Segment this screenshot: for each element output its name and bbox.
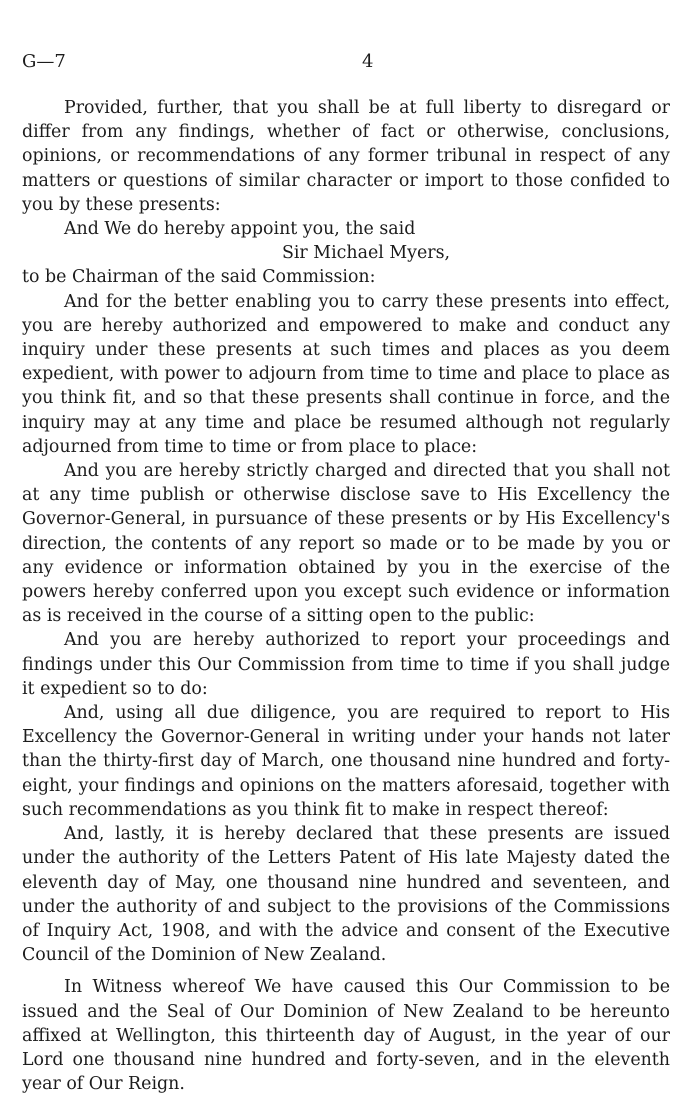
paragraph-appointment: And We do hereby appoint you, the said — [64, 219, 416, 240]
paragraph-authority: And, lastly, it is hereby declared that these presents are issued under the authority of the Letters Patent of His late Majesty dated the eleventh day of May, one thousand nine hundred and seventeen, and under the authority of and subject to the provisions of the Commissions of Inquiry Act, 1908, and with the advice and consent of the Executive Council of the Dominion of New Zealand. — [22, 824, 670, 966]
paragraph-provided-further: Provided, further, that you shall be at full liberty to disregard or differ from any findings, whether of fact or otherwise, conclusions, opinions, or recommendations of any former tribunal in respect of any matters or questions of similar character or import to those confided to you by these presents: — [22, 98, 670, 215]
document-body — [22, 96, 670, 1096]
page-header — [22, 50, 670, 76]
document-reference: G—7 — [22, 51, 66, 72]
page-number: 4 — [362, 51, 374, 72]
paragraph-confidentiality: And you are hereby strictly charged and directed that you shall not at any time publish or otherwise disclose save to His Excellency the Governor-General, in pursuance of these presents or by His Excellency's direction, the contents of any report so made or to be made by you or any evidence or information obtained by you in the exercise of the powers hereby conferred upon you except such evidence or information as is received in the course of a sitting open to the public: — [22, 461, 670, 627]
paragraph-powers: And for the better enabling you to carry these presents into effect, you are hereby authorized and empowered to make and conduct any inquiry under these presents at such times and places as you deem expedient, with power to adjourn from time to time and place to place as you think fit, and so that these presents shall continue in force, and the inquiry may at any time and place be resumed although not regularly adjourned from time to time or from place to place: — [22, 291, 670, 457]
paragraph-interim-reports: And you are hereby authorized to report your proceedings and findings under this Our Commission from time to time if you shall judge it expedient so to do: — [22, 630, 670, 699]
paragraph-in-witness: In Witness whereof We have caused this Our Commission to be issued and the Seal of Our Dominion of New Zealand to be hereunto affixed at Wellington, this thirteenth day of August, in the year of our Lord one thousand nine hundred and forty-seven, and in the eleventh year of Our Reign. — [22, 977, 670, 1095]
paragraph-chairman: to be Chairman of the said Commission: — [22, 267, 376, 288]
appointee-name: Sir Michael Myers, — [281, 243, 451, 264]
paragraph-reporting-deadline: And, using all due diligence, you are required to report to His Excellency the Governor-General in writing under your hands not later than the thirty-first day of March, one thousand nine hundred and forty-eight, your findings and opinions on the matters aforesaid, together with such recommendations as you think fit to make in respect thereof: — [22, 703, 670, 820]
